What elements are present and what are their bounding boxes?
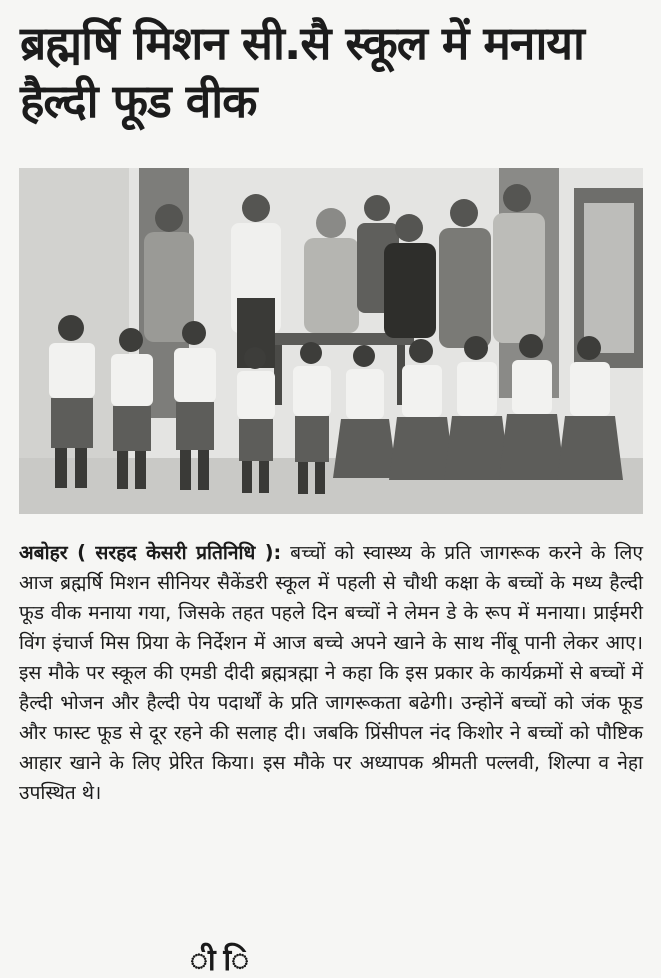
article-dateline: अबोहर ( सरहद केसरी प्रतिनिधि ):: [19, 541, 282, 564]
article-body-text: बच्चों को स्वास्थ्य के प्रति जागरूक करने के लिए आज ब्रह्मर्षि मिशन सीनियर सैकेंडरी स्कूल में पहली से चौथी कक्षा के बच्चों के मध्य हैल्दी फूड वीक मनाया गया, जिसके तहत पहले दिन बच्चों ने लेमन डे के रूप में मनाया। प्राईमरी विंग इंचार्ज मिस प्रिया के निर्देशन में आज बच्चे अपने खाने के साथ नींबू पानी लेकर आए। इस मौके पर स्कूल की एमडी दीदी ब्रह्मत्रह्मा ने कहा कि इस प्रकार के कार्यक्रमों से बच्चों में हैल्दी भोजन और हैल्दी पेय पदार्थों के प्रति जागरूकता बढेगी। उन्होनें बच्चों को जंक फूड और फास्ट फूड से दूर रहने की सलाह दी। जबकि प्रिंसीपल नंद किशोर ने बच्चों को पौष्टिक आहार खाने के लिए प्रेरित किया। इस मौके पर अध्यापक श्रीमती पल्लवी, शिल्पा व नेहा उपस्थित थे।: [19, 541, 643, 804]
next-headline-fragment: ी ि: [190, 943, 249, 978]
article-body: [19, 538, 643, 808]
article-photo: [19, 168, 643, 514]
article-headline: ब्रह्मर्षि मिशन सी.सै स्कूल में मनाया हैल्दी फूड वीक: [20, 16, 584, 128]
